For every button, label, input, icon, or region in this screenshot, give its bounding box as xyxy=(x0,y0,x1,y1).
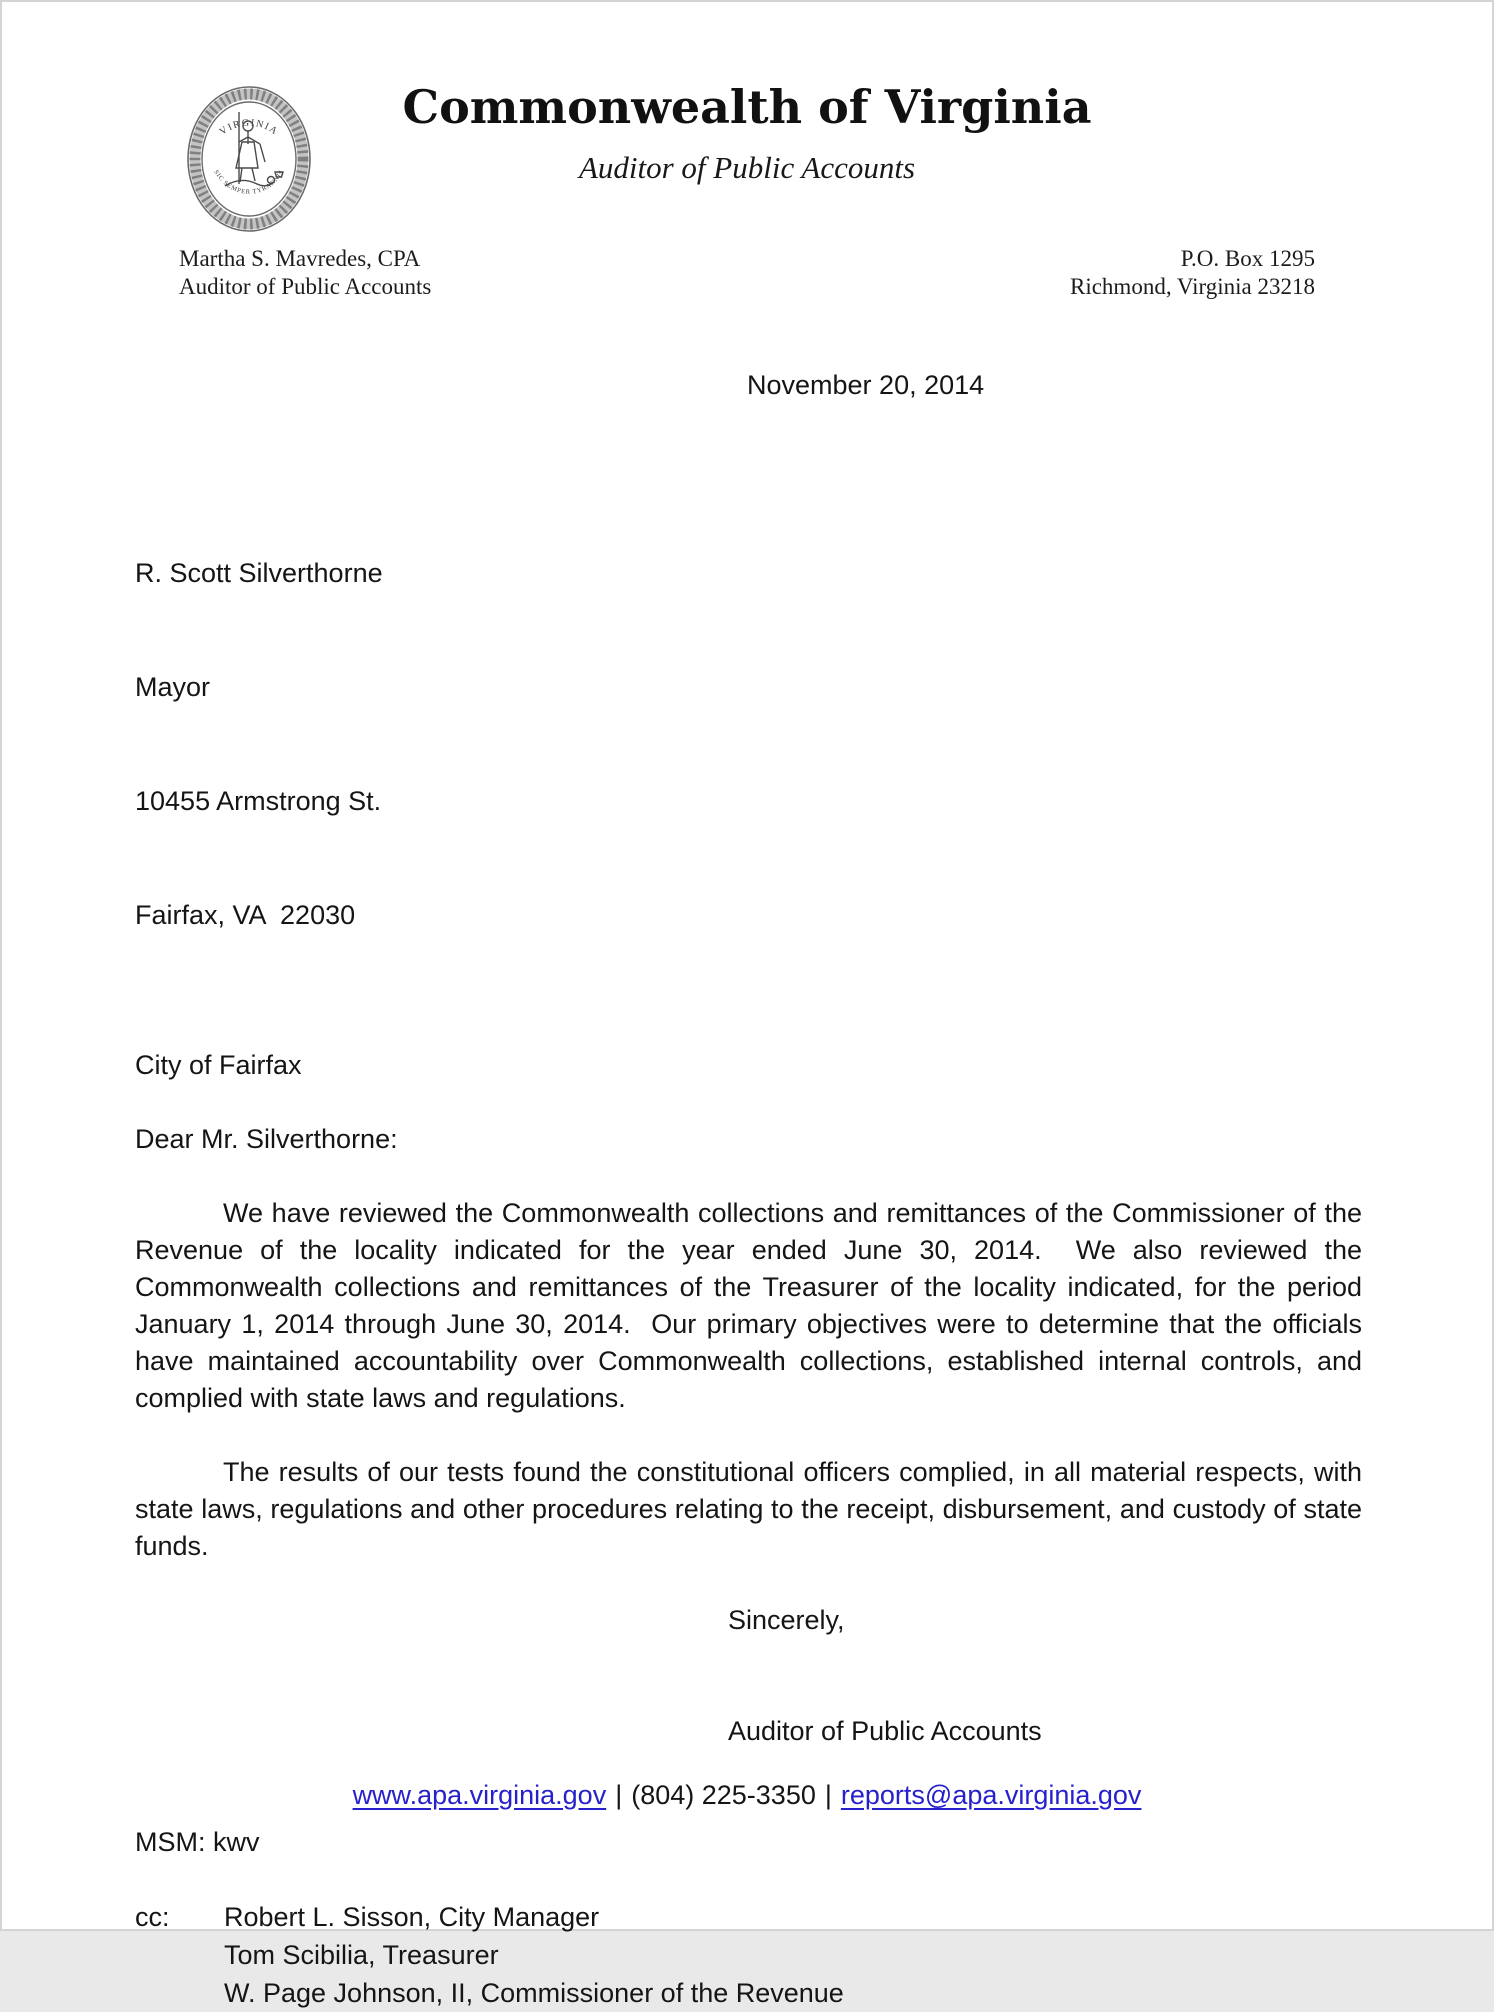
phone-number: (804) 225-3350 xyxy=(631,1780,816,1810)
closing: Sincerely, xyxy=(728,1605,845,1635)
letter-body xyxy=(135,367,1370,2012)
cc-recipient: Tom Scibilia, Treasurer xyxy=(224,1940,499,1970)
salutation: Dear Mr. Silverthorne: xyxy=(135,1124,398,1154)
official-title: Auditor of Public Accounts xyxy=(179,274,432,299)
reference-initials: MSM: kwv xyxy=(135,1827,260,1857)
office-city-state: Richmond, Virginia 23218 xyxy=(1069,274,1315,299)
org-title: Commonwealth of Virginia xyxy=(402,80,1092,134)
office-address-block xyxy=(1070,245,1315,301)
org-subtitle: Auditor of Public Accounts xyxy=(578,150,916,185)
paragraph-2: The results of our tests found the constitutional officers complied, in all material respects, with state laws, regulations and other procedures relating to the receipt, disbursement, and custody of state funds. xyxy=(135,1457,1370,1561)
recipient-address-block xyxy=(135,478,1362,1010)
footer-separator: | xyxy=(824,1780,832,1810)
seal-top-text: VIRGINIA xyxy=(217,117,281,138)
seal-bottom-text: SIC SEMPER TYRANNIS xyxy=(212,168,286,196)
official-name: Martha S. Mavredes, CPA xyxy=(179,246,421,271)
cc-recipient: Robert L. Sisson, City Manager xyxy=(224,1902,600,1932)
recipient-city-state-zip: Fairfax, VA 22030 xyxy=(135,900,356,930)
cc-names xyxy=(224,1898,1362,2012)
cc-recipient: W. Page Johnson, II, Commissioner of the Revenue xyxy=(224,1978,844,2008)
footer-separator: | xyxy=(615,1780,623,1810)
office-po-box: P.O. Box 1295 xyxy=(1180,246,1315,271)
recipient-street: 10455 Armstrong St. xyxy=(135,786,382,816)
signer-title: Auditor of Public Accounts xyxy=(728,1716,1042,1746)
recipient-title: Mayor xyxy=(135,672,211,702)
recipient-name: R. Scott Silverthorne xyxy=(135,558,383,588)
cc-label: cc: xyxy=(135,1902,170,1932)
cc-block xyxy=(135,1898,1362,2012)
paragraph-1: We have reviewed the Commonwealth collections and remittances of the Commissioner of the Revenue of the locality indicated for the year ended June 30, 2014. We also reviewed the Commonwealth collections and remittances of the Treasurer of the locality indicated, for the period January 1, 2014 through June 30, 2014. Our primary objectives were to determine that the officials have maintained accountability over Commonwealth collections, established internal controls, and complied with state laws and regulations. xyxy=(135,1198,1370,1413)
email-link[interactable]: reports@apa.virginia.gov xyxy=(840,1780,1142,1810)
page-footer xyxy=(2,1780,1492,1811)
official-name-block xyxy=(179,245,431,301)
website-link[interactable]: www.apa.virginia.gov xyxy=(352,1780,607,1810)
locality-line: City of Fairfax xyxy=(135,1050,302,1080)
letter-date: November 20, 2014 xyxy=(747,370,985,400)
